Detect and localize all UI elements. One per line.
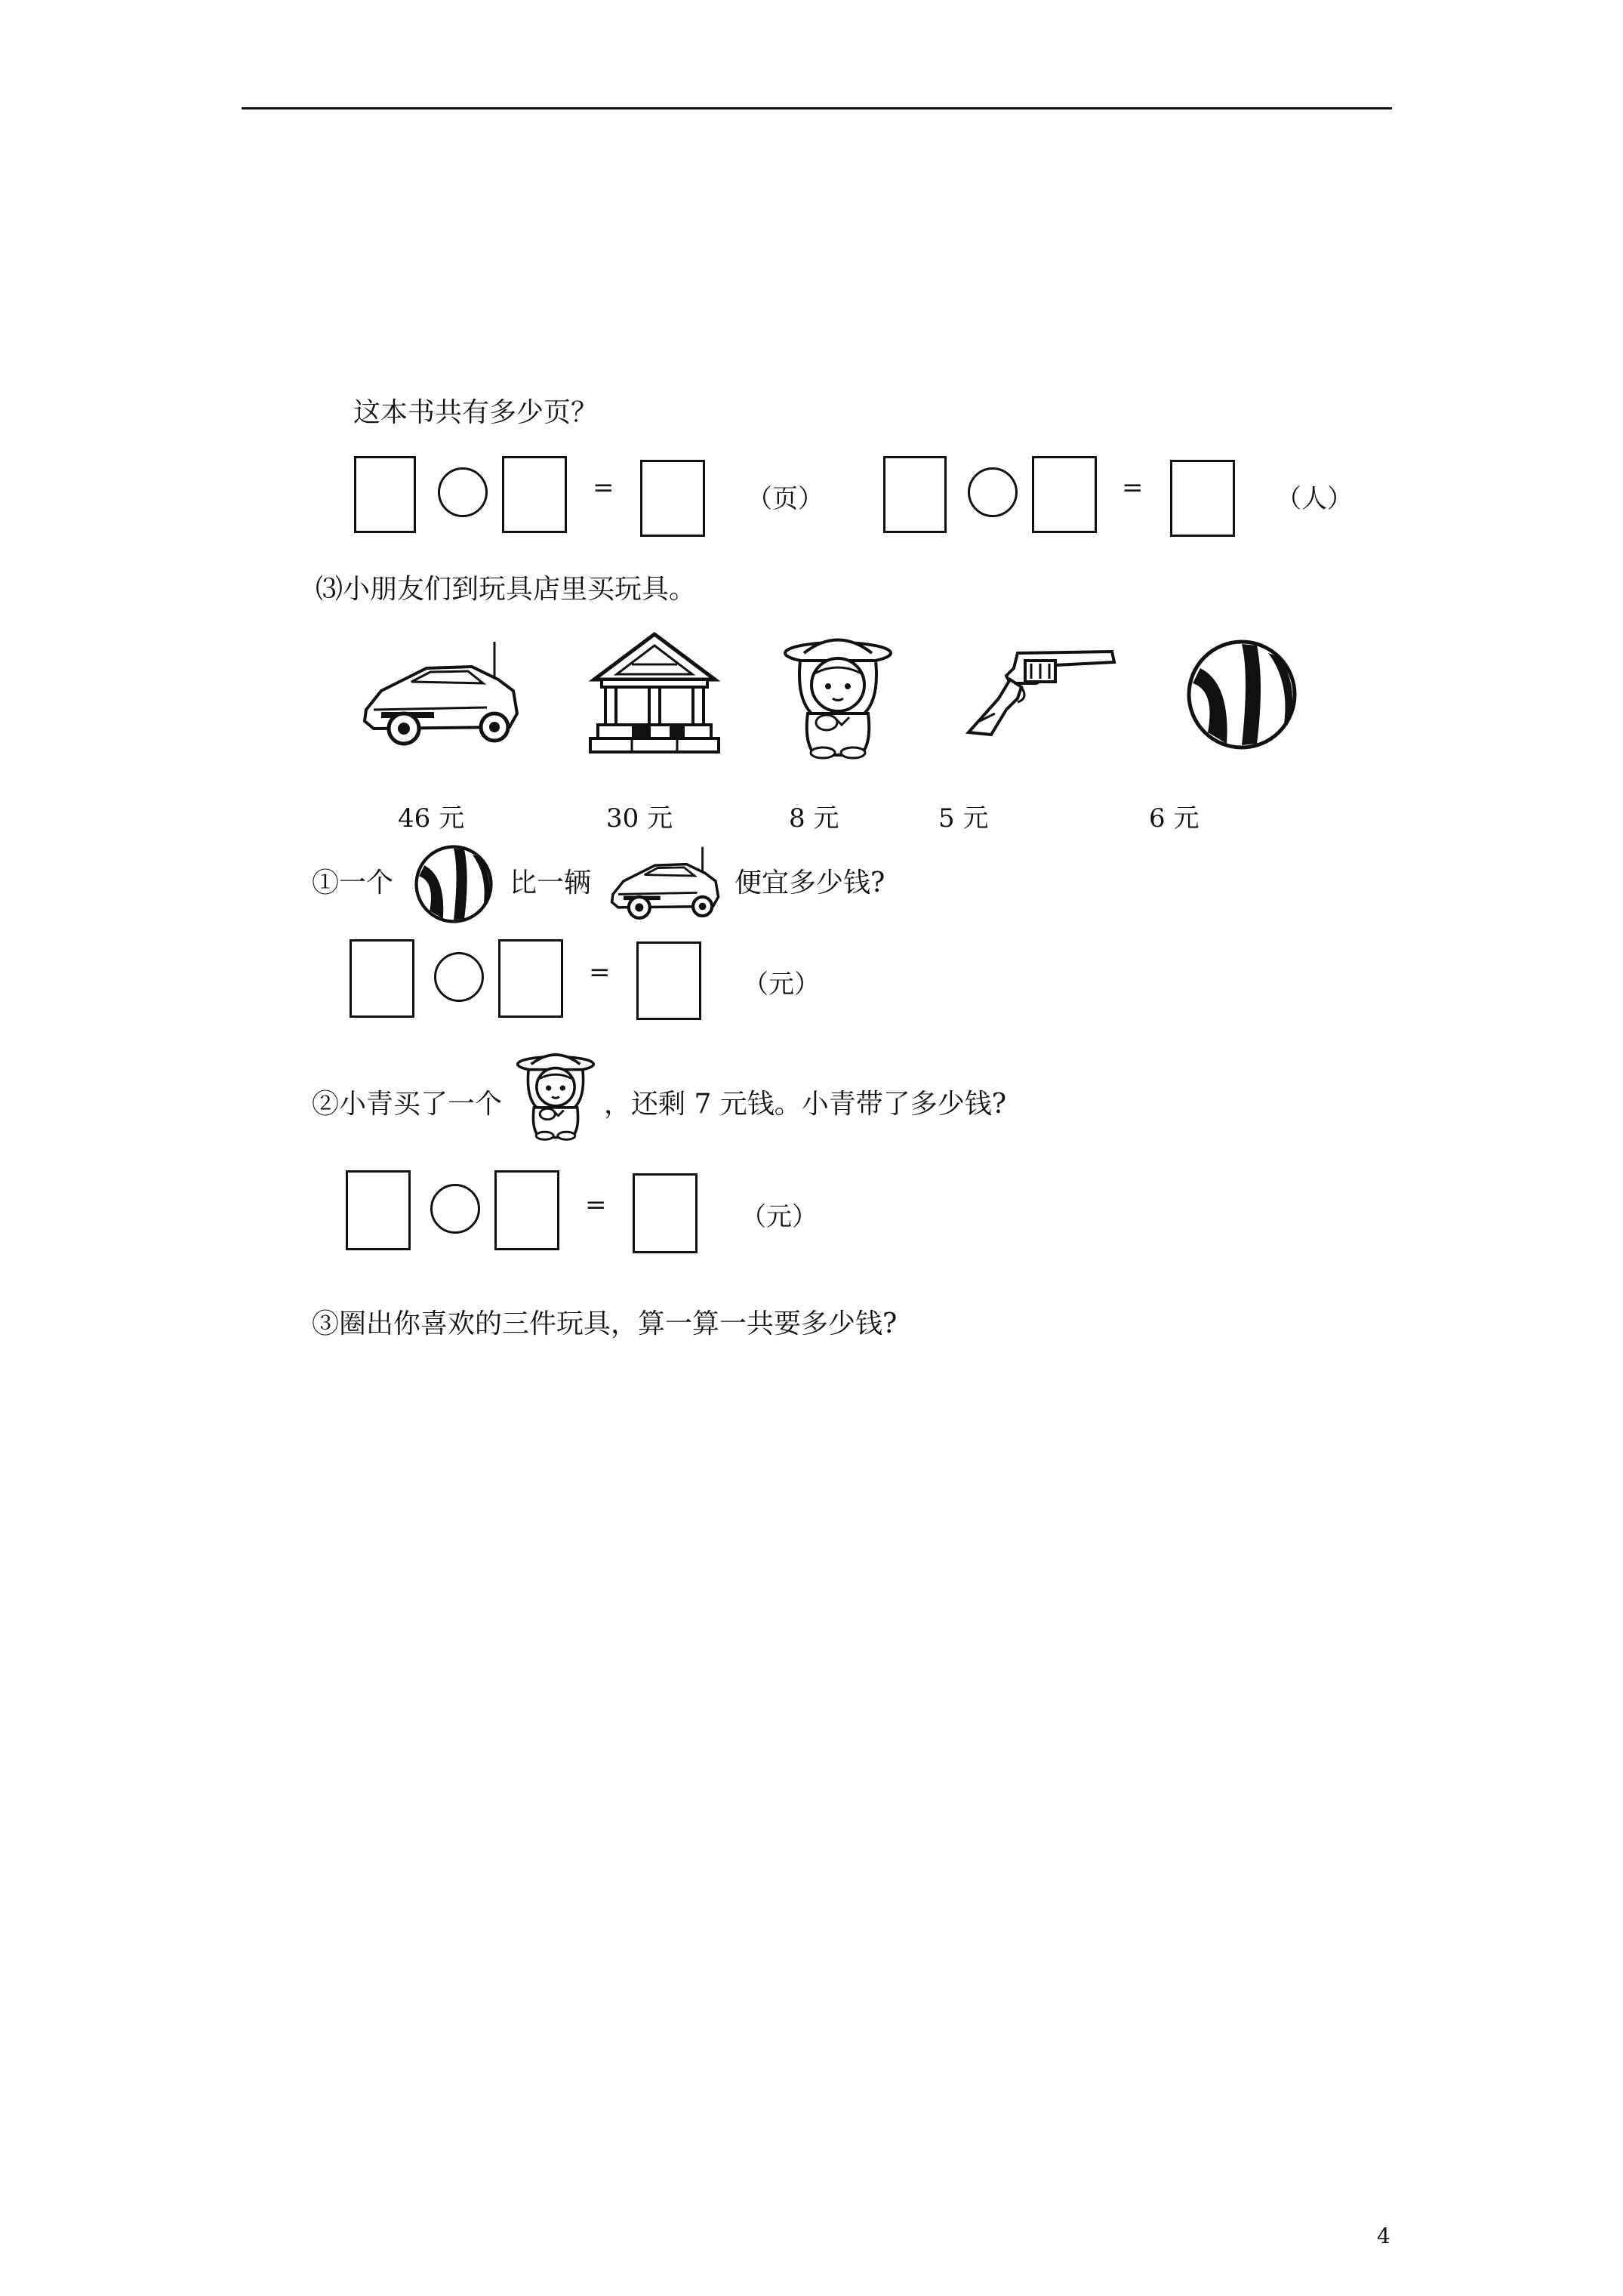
unit-label: （元） bbox=[741, 1202, 818, 1232]
price-label: 30 元 bbox=[606, 803, 673, 834]
toy-car-icon bbox=[359, 638, 521, 751]
toy-car-icon bbox=[608, 844, 721, 923]
volleyball-icon bbox=[1185, 638, 1298, 751]
section-title: ⑶小朋友们到玩具店里买玩具。 bbox=[316, 574, 697, 605]
q1-prefix: ①一个 bbox=[312, 868, 394, 898]
q2-suffix: ，还剩 7 元钱。小青带了多少钱? bbox=[604, 1089, 1007, 1120]
answer-box[interactable] bbox=[1032, 456, 1097, 533]
q1-suffix: 便宜多少钱? bbox=[735, 868, 885, 898]
answer-box[interactable] bbox=[883, 456, 947, 533]
operator-circle[interactable] bbox=[438, 467, 488, 517]
q3-text: ③圈出你喜欢的三件玩具，算一算一共要多少钱? bbox=[312, 1308, 898, 1339]
equals-sign: = bbox=[1122, 473, 1144, 503]
volleyball-icon bbox=[414, 844, 494, 924]
price-label: 5 元 bbox=[938, 803, 989, 834]
equals-sign: = bbox=[585, 1190, 607, 1220]
doll-icon bbox=[781, 630, 895, 759]
doll-icon bbox=[515, 1048, 596, 1140]
operator-circle[interactable] bbox=[434, 952, 484, 1002]
price-label: 8 元 bbox=[789, 803, 839, 834]
answer-box[interactable] bbox=[494, 1170, 559, 1250]
toy-gun-icon bbox=[965, 646, 1116, 740]
answer-box[interactable] bbox=[502, 456, 567, 533]
unit-label: （页） bbox=[747, 484, 824, 514]
unit-label: （元） bbox=[743, 969, 820, 1000]
price-label: 6 元 bbox=[1149, 803, 1200, 834]
answer-box[interactable] bbox=[354, 456, 416, 533]
equals-sign: = bbox=[589, 957, 611, 988]
q1-middle: 比一辆 bbox=[510, 868, 592, 898]
answer-box[interactable] bbox=[640, 460, 705, 537]
unit-label: （人） bbox=[1276, 484, 1353, 514]
page-number: 4 bbox=[1377, 2224, 1390, 2248]
header-rule bbox=[242, 107, 1392, 109]
price-label: 46 元 bbox=[398, 803, 465, 834]
q2-prefix: ②小青买了一个 bbox=[312, 1089, 503, 1120]
answer-box[interactable] bbox=[1170, 460, 1235, 537]
answer-box[interactable] bbox=[346, 1170, 411, 1250]
equals-sign: = bbox=[593, 473, 614, 503]
operator-circle[interactable] bbox=[430, 1184, 480, 1234]
answer-box[interactable] bbox=[633, 1173, 698, 1253]
answer-box[interactable] bbox=[350, 939, 414, 1018]
operator-circle[interactable] bbox=[968, 467, 1018, 517]
answer-box[interactable] bbox=[498, 939, 563, 1018]
answer-box[interactable] bbox=[636, 942, 701, 1020]
question-intro: 这本书共有多少页？ bbox=[353, 397, 599, 428]
building-blocks-icon bbox=[587, 630, 722, 755]
